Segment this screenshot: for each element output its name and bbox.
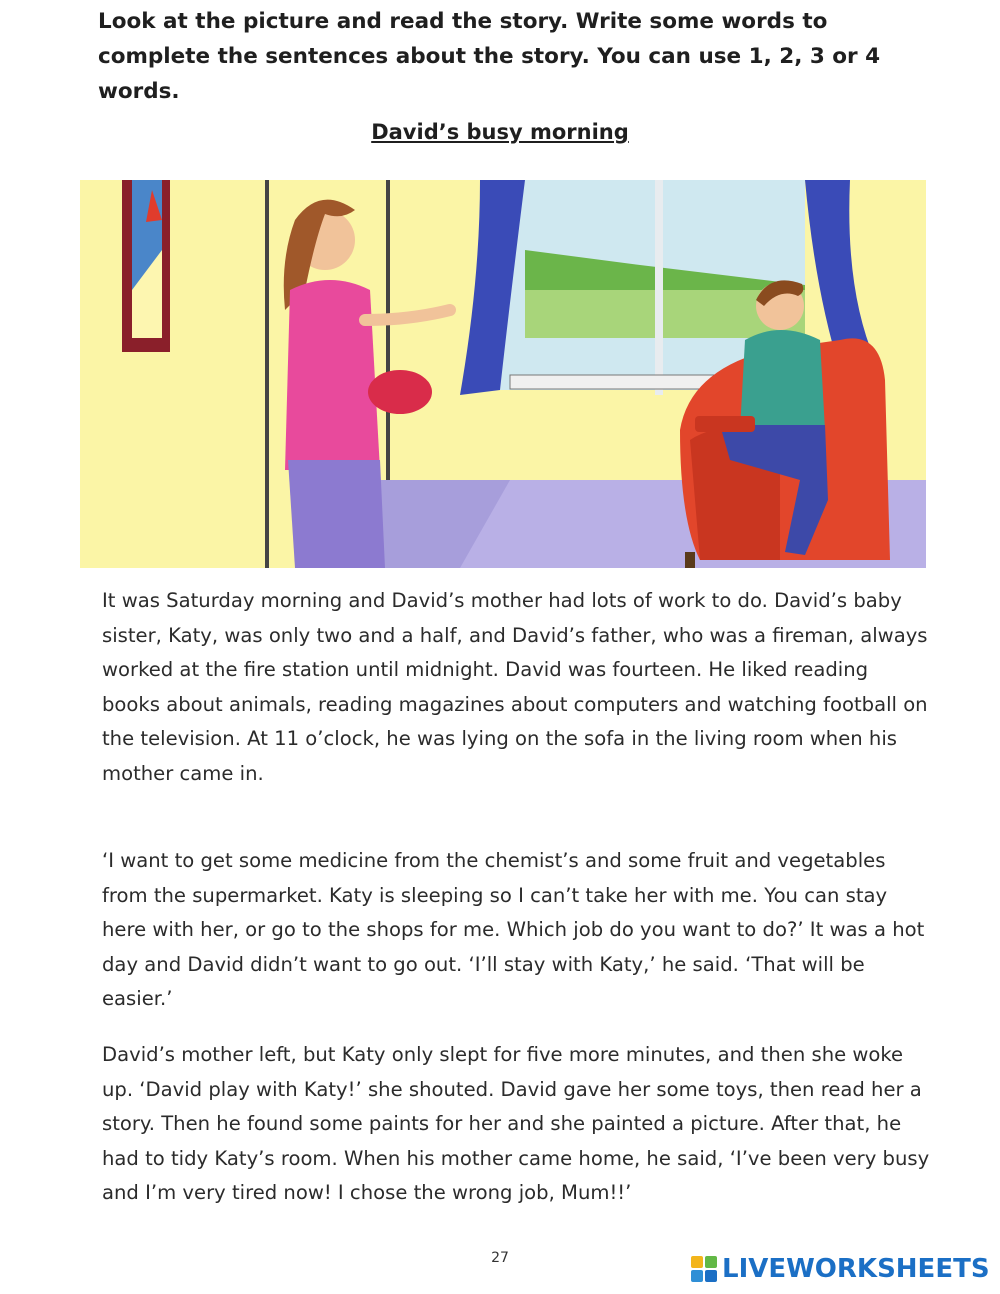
story-paragraph-2: ‘I want to get some medicine from the chemist’s and some fruit and vegetables from the supermarket. Katy is sleeping so I can’t take her with me. You can stay here with her, or go to the shops for me. Which job do you want to do?’ It was a hot day and David didn’t want to go out. ‘I’ll stay with Katy,’ he said. ‘That will be easier.’ <box>102 849 925 1010</box>
living-room-illustration <box>80 180 926 568</box>
instructions: Look at the picture and read the story. Write some words to complete the sentences about the story. You can use 1, 2, 3 or 4 words. <box>98 9 881 104</box>
story-paragraph-1: It was Saturday morning and David’s mother had lots of work to do. David’s baby sister, Katy, was only two and a half, and David’s father, who was a fireman, always worked at the fire station until midnight. David was fourteen. He liked reading books about animals, reading magazines about computers and watching football on the television. At 11 o’clock, he was lying on the sofa in the living room when his mother came in. <box>102 589 928 785</box>
story-title: David’s busy morning <box>371 120 629 144</box>
page-number: 27 <box>491 1250 509 1266</box>
liveworksheets-logo-icon <box>691 1256 717 1282</box>
brand-name: LIVEWORKSHEETS <box>722 1254 990 1284</box>
story-paragraph-3: David’s mother left, but Katy only slept for five more minutes, and then she woke up. ‘David play with Katy!’ she shouted. David gave her some toys, then read her a story. Then he found some paints for her and she painted a picture. After that, he had to tidy Katy’s room. When his mother came home, he said, ‘I’ve been very busy and I’m very tired now! I chose the wrong job, Mum!!’ <box>102 1043 930 1204</box>
liveworksheets-brand[interactable] <box>691 1252 990 1286</box>
